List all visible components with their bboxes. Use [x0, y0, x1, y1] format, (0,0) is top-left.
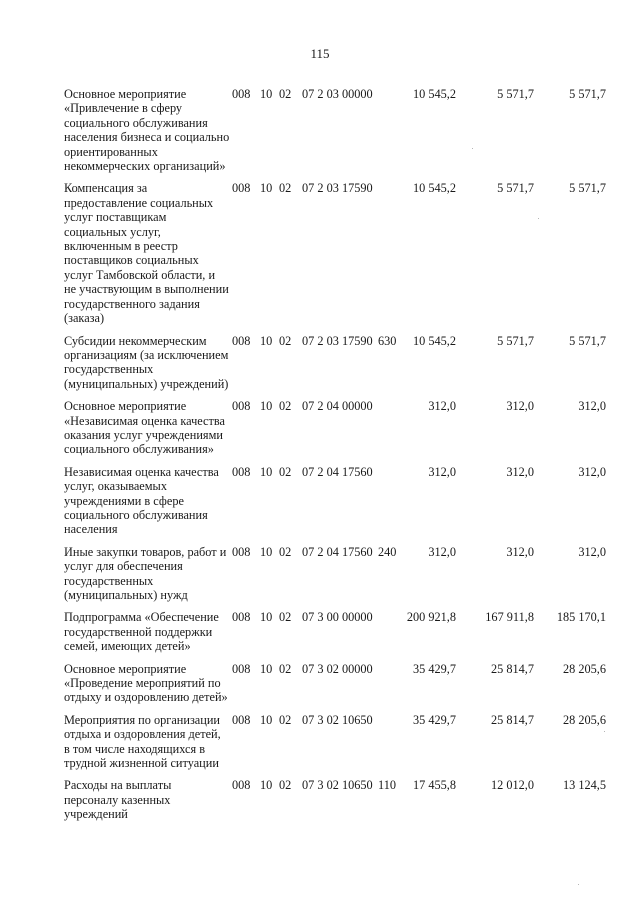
table-row	[64, 465, 620, 537]
row-name: Основное мероприятие «Привлечение в сферу социального обслуживания населения бизнеса и социально ориентированных некоммерческих организаций»	[64, 87, 230, 174]
scan-speck	[578, 884, 579, 885]
amount-year-3: 5 571,7	[569, 333, 606, 348]
table-row	[64, 713, 620, 771]
amount-year-1: 10 545,2	[412, 87, 456, 101]
admin-code: 008	[232, 333, 251, 348]
amount-year-2: 312,0	[506, 464, 534, 479]
amount-year-3: 312,0	[578, 544, 606, 559]
target-code: 07 2 04 00000	[302, 399, 373, 414]
row-name: Подпрограмма «Обеспечение государственной поддержки семей, имеющих детей»	[64, 610, 219, 654]
subsection-code: 02	[279, 399, 292, 414]
target-code: 07 3 00 00000	[302, 610, 373, 625]
amount-year-2: 5 571,7	[497, 333, 534, 348]
section-code: 10	[260, 87, 273, 101]
target-code: 07 3 02 10650	[302, 712, 373, 727]
target-code: 07 3 02 00000	[302, 661, 373, 676]
amount-year-3: 312,0	[578, 399, 606, 414]
table-row	[64, 399, 620, 457]
subsection-code: 02	[279, 610, 292, 625]
amount-year-1: 35 429,7	[412, 712, 456, 727]
admin-code: 008	[232, 778, 251, 793]
subsection-code: 02	[279, 333, 292, 348]
table-row	[64, 778, 620, 821]
amount-year-2: 5 571,7	[497, 181, 534, 196]
subsection-code: 02	[279, 661, 292, 676]
row-name: Расходы на выплаты персоналу казенных учреждений	[64, 778, 172, 822]
target-code: 07 2 04 17560	[302, 464, 373, 479]
subsection-code: 02	[279, 87, 292, 101]
target-code: 07 2 04 17560	[302, 544, 373, 559]
amount-year-3: 5 571,7	[569, 181, 606, 196]
subsection-code: 02	[279, 778, 292, 793]
scan-speck	[538, 218, 539, 219]
amount-year-3: 5 571,7	[569, 87, 606, 101]
amount-year-1: 17 455,8	[412, 778, 456, 793]
amount-year-1: 10 545,2	[412, 181, 456, 196]
amount-year-3: 185 170,1	[556, 610, 606, 625]
section-code: 10	[260, 181, 273, 196]
row-name: Мероприятия по организации отдыха и оздоровления детей, в том числе находящихся в трудной жизненной ситуации	[64, 712, 221, 771]
amount-year-1: 10 545,2	[412, 333, 456, 348]
table-row	[64, 87, 620, 173]
page-number: 115	[310, 46, 330, 61]
amount-year-2: 25 814,7	[490, 661, 534, 676]
row-name: Основное мероприятие «Независимая оценка качества оказания услуг учреждениями социального обслуживания»	[64, 399, 225, 457]
table-row	[64, 334, 620, 392]
subsection-code: 02	[279, 544, 292, 559]
expense-code: 630	[378, 333, 397, 348]
section-code: 10	[260, 778, 273, 793]
amount-year-1: 312,0	[428, 544, 456, 559]
subsection-code: 02	[279, 712, 292, 727]
row-name: Независимая оценка качества услуг, оказываемых учреждениями в сфере социального обслуживания населения	[64, 464, 219, 537]
row-name: Иные закупки товаров, работ и услуг для обеспечения государственных (муниципальных) нужд	[64, 544, 227, 602]
scan-speck	[472, 148, 473, 149]
admin-code: 008	[232, 610, 251, 625]
amount-year-3: 28 205,6	[562, 712, 606, 727]
section-code: 10	[260, 661, 273, 676]
amount-year-2: 167 911,8	[485, 610, 534, 625]
admin-code: 008	[232, 661, 251, 676]
section-code: 10	[260, 544, 273, 559]
amount-year-2: 5 571,7	[497, 87, 534, 101]
table-row	[64, 662, 620, 705]
section-code: 10	[260, 610, 273, 625]
target-code: 07 2 03 17590	[302, 333, 373, 348]
amount-year-2: 12 012,0	[490, 778, 534, 793]
amount-year-1: 312,0	[428, 464, 456, 479]
section-code: 10	[260, 399, 273, 414]
row-name: Компенсация за предоставление социальных услуг поставщикам социальных услуг, включенным в реестр поставщиков социальных услуг Тамбовской области, и не участвующим в выполнении государственного задания (заказа)	[64, 181, 229, 326]
amount-year-1: 200 921,8	[406, 610, 456, 625]
row-name: Субсидии некоммерческим организациям (за исключением государственных (муниципальных) учреждений)	[64, 333, 229, 391]
target-code: 07 2 03 17590	[302, 181, 373, 196]
subsection-code: 02	[279, 464, 292, 479]
admin-code: 008	[232, 544, 251, 559]
amount-year-3: 28 205,6	[562, 661, 606, 676]
amount-year-3: 13 124,5	[562, 778, 606, 793]
table-row	[64, 545, 620, 603]
amount-year-3: 312,0	[578, 464, 606, 479]
amount-year-2: 25 814,7	[490, 712, 534, 727]
section-code: 10	[260, 712, 273, 727]
row-name: Основное мероприятие «Проведение мероприятий по отдыху и оздоровлению детей»	[64, 661, 228, 705]
section-code: 10	[260, 464, 273, 479]
table-row	[64, 610, 620, 653]
amount-year-2: 312,0	[506, 544, 534, 559]
admin-code: 008	[232, 712, 251, 727]
table-row	[64, 181, 620, 325]
target-code: 07 3 02 10650	[302, 778, 373, 793]
scan-speck	[604, 731, 605, 732]
expense-code: 110	[378, 778, 396, 793]
amount-year-2: 312,0	[506, 399, 534, 414]
target-code: 07 2 03 00000	[302, 87, 373, 101]
admin-code: 008	[232, 399, 251, 414]
amount-year-1: 312,0	[428, 399, 456, 414]
section-code: 10	[260, 333, 273, 348]
admin-code: 008	[232, 87, 251, 101]
amount-year-1: 35 429,7	[412, 661, 456, 676]
admin-code: 008	[232, 464, 251, 479]
subsection-code: 02	[279, 181, 292, 196]
expense-code: 240	[378, 544, 397, 559]
budget-table	[64, 87, 620, 830]
admin-code: 008	[232, 181, 251, 196]
